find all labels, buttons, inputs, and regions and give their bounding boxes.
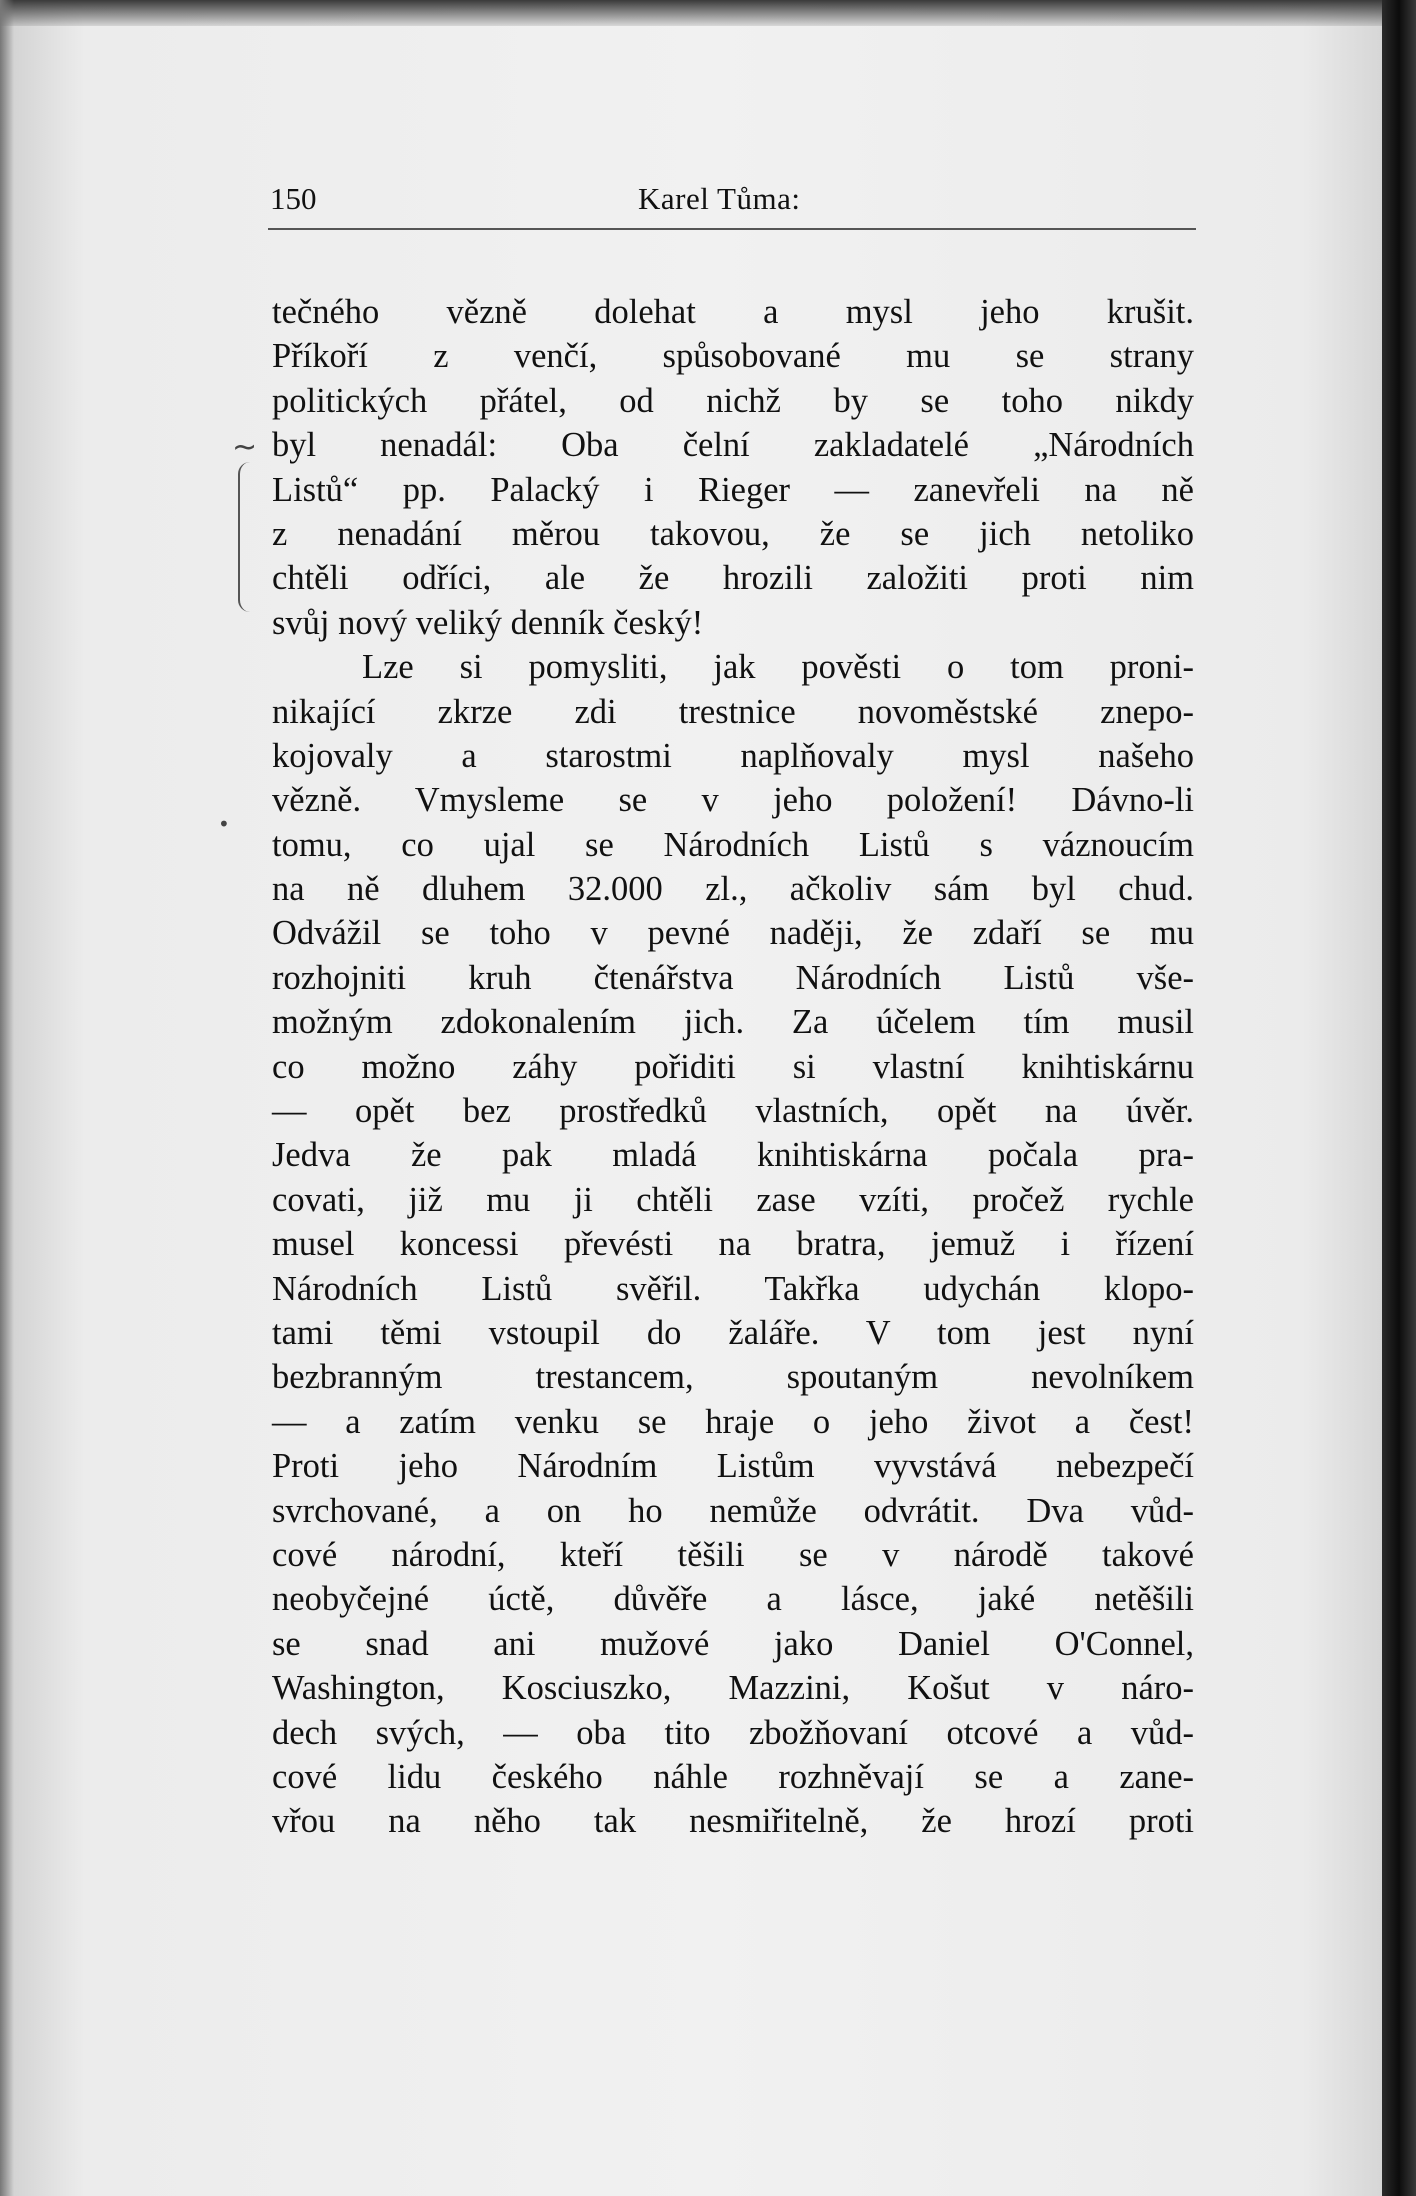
margin-tilde-mark: ~ (232, 430, 258, 465)
text-line: Příkoří z venčí, spůsobované mu se strany (272, 337, 1194, 376)
text-line: — opět bez prostředků vlastních, opět na úvěr. (272, 1092, 1194, 1131)
text-line: vězně. Vmysleme se v jeho položení! Dávno-li (272, 781, 1194, 820)
text-line: tečného vězně dolehat a mysl jeho krušit. (272, 293, 1194, 331)
text-line: tami těmi vstoupil do žaláře. V tom jest nyní (272, 1313, 1194, 1352)
text-line: cové lidu českého náhle rozhněvají se a zane- (272, 1757, 1194, 1796)
text-line: kojovaly a starostmi naplňovaly mysl našeho (272, 736, 1194, 775)
text-line: politických přátel, od nichž by se toho nikdy (272, 381, 1194, 420)
text-line: vřou na něho tak nesmiřitelně, že hrozí proti (272, 1802, 1194, 1841)
text-line: Jedva že pak mladá knihtiskárna počala pra- (272, 1136, 1194, 1175)
text-line: Odvážil se toho v pevné naději, že zdaří se mu (272, 914, 1194, 953)
text-line: cové národní, kteří těšili se v národě takové (272, 1535, 1194, 1574)
running-head: Karel Tůma: (638, 181, 801, 216)
text-line: svůj nový veliký denník český! (272, 603, 704, 642)
text-line: musel koncessi převésti na bratra, jemuž i řízení (272, 1225, 1194, 1264)
text-line: tomu, co ujal se Národních Listů s váznoucím (272, 825, 1194, 864)
margin-dot-mark: • (218, 812, 230, 836)
text-line: Proti jeho Národním Listům vyvstává nebezpečí (272, 1447, 1194, 1486)
text-line: Washington, Kosciuszko, Mazzini, Košut v náro- (272, 1669, 1194, 1708)
page-number: 150 (270, 181, 317, 216)
text-line: — a zatím venku se hraje o jeho život a čest! (272, 1402, 1194, 1441)
text-line: byl nenadál: Oba čelní zakladatelé „Národních (272, 426, 1194, 465)
scan-right-edge (1382, 0, 1416, 2196)
text-line: Národních Listů svěřil. Takřka udychán klopo- (272, 1269, 1194, 1308)
text-line: se snad ani mužové jako Daniel O'Connel, (272, 1624, 1194, 1663)
text-line: rozhojniti kruh čtenářstva Národních Listů vše- (272, 958, 1194, 997)
text-line: Listů“ pp. Palacký i Rieger — zanevřeli na ně (272, 470, 1194, 509)
text-line: možným zdokonalením jich. Za účelem tím musil (272, 1003, 1194, 1042)
text-line: z nenadání měrou takovou, že se jich netoliko (272, 514, 1194, 553)
header-rule (268, 228, 1196, 230)
text-line: dech svých, — oba tito zbožňovaní otcové a vůd- (272, 1713, 1194, 1752)
body-text (272, 290, 1194, 1844)
text-line: na ně dluhem 32.000 zl., ačkoliv sám byl chud. (272, 870, 1194, 909)
text-line: svrchované, a on ho nemůže odvrátit. Dva vůd- (272, 1491, 1194, 1530)
text-line: co možno záhy pořiditi si vlastní knihtiskárnu (272, 1047, 1194, 1086)
text-line: chtěli odříci, ale že hrozili založiti proti nim (272, 559, 1194, 598)
scan-left-edge (0, 0, 14, 2196)
text-line: covati, již mu ji chtěli zase vzíti, pročež rychle (272, 1180, 1194, 1219)
page-header (270, 176, 1194, 222)
text-line: nikající zkrze zdi trestnice novoměstské znepo- (272, 692, 1194, 731)
text-line: Lze si pomysliti, jak pověsti o tom proni- (362, 648, 1194, 687)
text-line: neobyčejné úctě, důvěře a lásce, jaké netěšili (272, 1580, 1194, 1619)
margin-bracket-mark (238, 462, 254, 612)
text-line: bezbranným trestancem, spoutaným nevolníkem (272, 1358, 1194, 1397)
scan-top-edge (0, 0, 1416, 26)
